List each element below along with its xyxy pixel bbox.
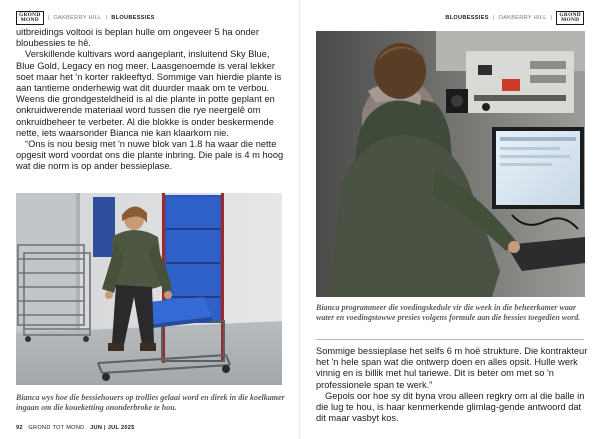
page-footer <box>16 425 135 431</box>
logo-top-text: GROND <box>19 12 41 18</box>
left-article-text <box>16 27 290 173</box>
header-section: BLOUBESSIES <box>445 15 489 21</box>
logo-bottom-text: MOND <box>561 17 580 23</box>
right-page <box>300 0 600 439</box>
caption-divider-line <box>316 339 584 340</box>
paragraph: Gepols oor hoe sy dit byna vrou alleen regkry om al die balle in die lug te hou, is haar kenmerkende glimlag-gende antwoord dat dit maar vasbyt kos. <box>316 390 585 424</box>
paragraph: Verskillende kultivars word aangeplant, insluitend Sky Blue, Blue Gold, Legacy en nog meer. Laasgenoemde is veral lekker soet maar het 'n korter rakleeftyd. Sommige van hierdie plante is aan tantieme onderhewig wat dit duurder maak om te verbou. Weens die grondgesteldheid is al die plante in potte geplant en onkruidwerende materiaal word tussen die rye neergelê om onkruidbeheer te verbeter. Al die blokke is onder beskermende nette, iets waarsonder Bianca nie kan klaarkom nie. <box>16 49 282 138</box>
running-header-right <box>445 13 584 23</box>
header-divider: | <box>47 15 50 21</box>
header-location: OAKBERRY HILL <box>53 15 102 21</box>
page-number: 92 <box>16 425 23 431</box>
paragraph: Sommige bessieplase het selfs 6 m hoë strukture. Die kontrakteur het 'n hele span wat die ontwerp doen en alles opsit. Hulle werk vinnig en is billik met hul tariewe. Dit is beter om met so 'n professionele span te werk.” <box>316 346 588 390</box>
paragraph: uitbreidings voltooi is beplan hulle om ongeveer 5 ha onder bloubessies te hê. <box>16 27 259 49</box>
logo-top-text: GROND <box>559 12 581 18</box>
photo-trolley-demonstration <box>16 193 282 385</box>
control-room-photo-illustration <box>316 31 585 297</box>
logo-bottom-text: MOND <box>20 17 39 23</box>
running-header-left <box>16 13 155 23</box>
right-article-text <box>316 346 588 424</box>
footer-magazine-name: GROND TOT MOND <box>28 425 85 431</box>
magazine-logo <box>556 11 584 25</box>
header-section: BLOUBESSIES <box>111 15 155 21</box>
paragraph: “Ons is nou besig met 'n nuwe blok van 1.8 ha waar die nette opgesit word voordat ons die plante inbring. Die pale is 4 m hoog wat die norm is op ander bessieplase. <box>16 139 284 172</box>
photo-caption-right: Bianca programmeer die voedingskedule vir die week in die beheerkamer waar water en voedingstowwe presies volgens formule aan die bessies toegedien word. <box>316 303 581 322</box>
magazine-logo <box>16 11 44 25</box>
footer-issue: JUN | JUL 2025 <box>90 425 135 431</box>
header-location: OAKBERRY HILL <box>498 15 547 21</box>
header-divider: | <box>550 15 553 21</box>
photo-caption-left: Bianca wys hoe die bessiehouers op trollies gelaai word en direk in die koelkamer ingaan om die koueketting ononderbroke te hou. <box>16 393 285 412</box>
trolley-photo-illustration <box>16 193 282 385</box>
footer-spacer <box>25 425 27 431</box>
header-divider: | <box>492 15 495 21</box>
header-divider: | <box>105 15 108 21</box>
photo-control-room <box>316 31 585 297</box>
footer-spacer <box>86 425 88 431</box>
